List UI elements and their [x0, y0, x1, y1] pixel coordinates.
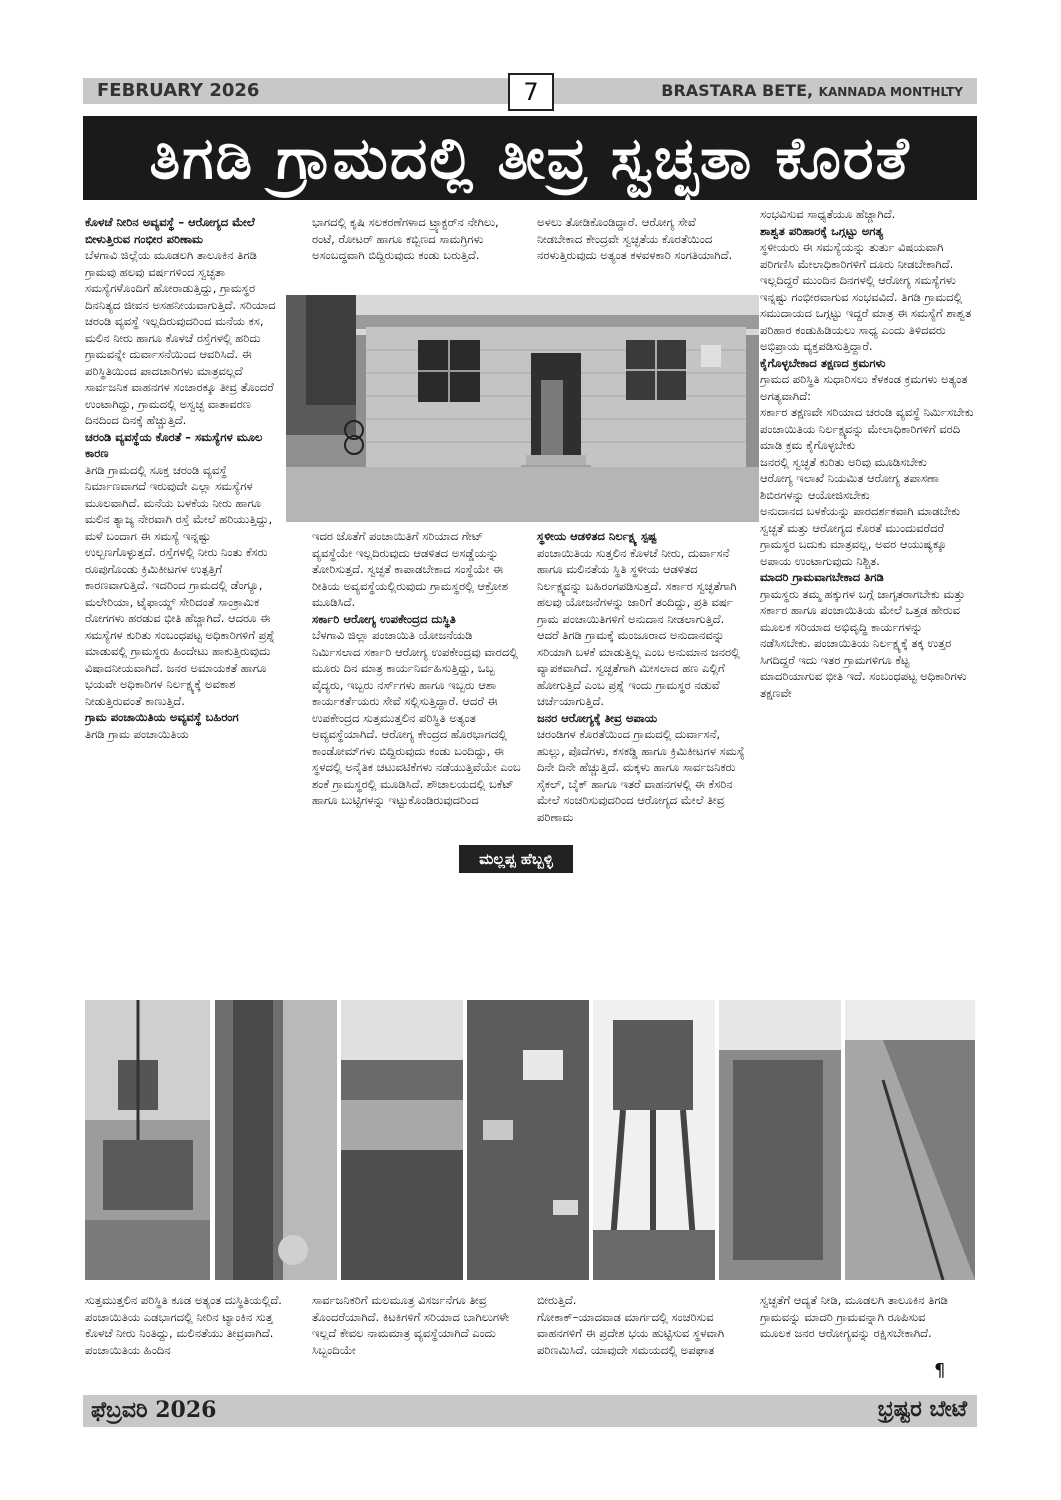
- page-number: 7: [508, 73, 554, 111]
- paragraph: ತಿಗಡಿ ಗ್ರಾಮ ಪಂಚಾಯಿತಿಯ: [85, 726, 189, 741]
- paragraph: ಸ್ವಚ್ಛತೆಗೆ ಆದ್ಯತೆ ನೀಡಿ, ಮೂಡಲಗಿ ತಾಲೂಕಿನ ತಿಗಡಿ ಗ್ರಾಮವನ್ನು ಮಾದರಿ ಗ್ರಾಮವನ್ನಾಗಿ ರೂಪಿಸುವ ಮೂಲಕ ಜನರ ಆರೋಗ್ಯವನ್ನು ರಕ್ಷಿಸಬೇಕಾಗಿದೆ.: [760, 1293, 948, 1340]
- header-date: FEBRUARY 2026: [97, 80, 260, 101]
- column-1: [85, 214, 280, 986]
- publication-subtitle: KANNADA MONTHLTY: [818, 85, 963, 99]
- footer-date: ಫೆಬ್ರವರಿ 2026: [91, 1397, 217, 1423]
- subheading: ಗ್ರಾಮ ಪಂಚಾಯಿತಿಯ ಅವ್ಯವಸ್ಥೆ ಬಹಿರಂಗ: [85, 710, 239, 724]
- bottom-column-3: [537, 1292, 745, 1387]
- bottom-column-2: [312, 1292, 522, 1387]
- paragraph: ಸುತ್ತಮುತ್ತಲಿನ ಪರಿಸ್ಥಿತಿ ಕೂಡ ಅತ್ಯಂತ ದುಸ್ಥಿತಿಯಲ್ಲಿದೆ. ಪಂಚಾಯಿತಿಯ ಎಡಭಾಗದಲ್ಲಿ ನೀರಿನ ಟ್ಯಾಂಕಿನ ಸುತ್ತ ಕೊಳಚೆ ನೀರು ನಿಂತಿದ್ದು, ಮಲಿನತೆಯು ತೀವ್ರವಾಗಿದೆ. ಪಂಚಾಯಿತಿಯ ಹಿಂದಿನ: [85, 1293, 282, 1357]
- paragraph: ಬೀರುತ್ತಿದೆ. ಗೋಕಾಕ್–ಯಾದವಾಡ ಮಾರ್ಗದಲ್ಲಿ ಸಂಚರಿಸುವ ವಾಹನಗಳಿಗೆ ಈ ಪ್ರದೇಶ ಭಯ ಹುಟ್ಟಿಸುವ ಸ್ಥಳವಾಗಿ ಪರಿಣಮಿಸಿದೆ. ಯಾವುದೇ ಸಮಯದಲ್ಲಿ ಅಪಘಾತ: [537, 1293, 725, 1357]
- paragraph: ಭಾಗದಲ್ಲಿ ಕೃಷಿ ಸಲಕರಣೆಗಳಾದ ಟ್ರ್ಯಾಕ್ಟರ್‌ನ ನೇಗಿಲು, ರಂಟೆ, ರೋಟರ್ ಹಾಗೂ ಕಬ್ಬಿಣದ ಸಾಮಗ್ರಿಗಳು ಅಸಂಬದ್ಧವಾಗಿ ಬಿದ್ದಿರುವುದು ಕಂಡು ಬರುತ್ತಿದೆ.: [312, 215, 499, 262]
- paragraph: ಸಂಭವಿಸುವ ಸಾಧ್ಯತೆಯೂ ಹೆಚ್ಚಾಗಿದೆ.: [760, 207, 896, 221]
- building-illustration: [286, 295, 759, 522]
- paragraph: ಇದರ ಜೊತೆಗೆ ಪಂಚಾಯಿತಿಗೆ ಸರಿಯಾದ ಗೇಟ್ ವ್ಯವಸ್ಥೆಯೇ ಇಲ್ಲದಿರುವುದು ಆಡಳಿತದ ಅಸಡ್ಡೆಯನ್ನು ತೋರಿಸುತ್ತದೆ. ಸ್ವಚ್ಛತೆ ಕಾಪಾಡಬೇಕಾದ ಸಂಸ್ಥೆಯೇ ಈ ರೀತಿಯ ಅವ್ಯವಸ್ಥೆಯಲ್ಲಿರುವುದು ಗ್ರಾಮಸ್ಥರಲ್ಲಿ ಆಕ್ರೋಶ ಮೂಡಿಸಿದೆ.: [312, 529, 509, 609]
- footer-publication: ಭ್ರಷ್ಟರ ಬೇಟೆ: [877, 1397, 967, 1422]
- paragraph: ಬೆಳಗಾವಿ ಜಿಲ್ಲಾ ಪಂಚಾಯಿತಿ ಯೋಜನೆಯಡಿ ನಿರ್ಮಿಸಲಾದ ಸರ್ಕಾರಿ ಆರೋಗ್ಯ ಉಪಕೇಂದ್ರವು ವಾರದಲ್ಲಿ ಮೂರು ದಿನ ಮಾತ್ರ ಕಾರ್ಯನಿರ್ವಹಿಸುತ್ತಿದ್ದು, ಒಬ್ಬ ವೈದ್ಯರು, ಇಬ್ಬರು ನರ್ಸ್‌ಗಳು ಹಾಗೂ ಇಬ್ಬರು ಆಶಾ ಕಾರ್ಯಕರ್ತೆಯರು ಸೇವೆ ಸಲ್ಲಿಸುತ್ತಿದ್ದಾರೆ. ಆದರೆ ಈ ಉಪಕೇಂದ್ರದ ಸುತ್ತಮುತ್ತಲಿನ ಪರಿಸ್ಥಿತಿ ಅತ್ಯಂತ ಅವ್ಯವಸ್ಥೆಯಾಗಿದೆ. ಆರೋಗ್ಯ ಕೇಂದ್ರದ ಹೊರಭಾಗದಲ್ಲಿ ಕಾಂಡೋಮ್‌ಗಳು ಬಿದ್ದಿರುವುದು ಕಂಡು ಬಂದಿದ್ದು, ಈ ಸ್ಥಳದಲ್ಲಿ ಅನೈತಿಕ ಚಟುವಟಿಕೆಗಳು ನಡೆಯುತ್ತಿವೆಯೇ ಎಂಬ ಶಂಕೆ ಗ್ರಾಮಸ್ಥರಲ್ಲಿ ಮೂಡಿಸಿದೆ. ಶೌಚಾಲಯದಲ್ಲಿ ಬಕೆಟ್ ಹಾಗೂ ಬುಟ್ಟಿಗಳನ್ನು ಇಟ್ಟುಕೊಂಡಿರುವುದರಿಂದ: [312, 628, 521, 807]
- photo-strip: [83, 1000, 977, 1280]
- column-2: [312, 528, 522, 988]
- paragraph: ಸಾರ್ವಜನಿಕರಿಗೆ ಮಲಮೂತ್ರ ವಿಸರ್ಜನೆಗೂ ತೀವ್ರ ತೊಂದರೆಯಾಗಿದೆ. ಕಿಟಕಿಗಳಿಗೆ ಸರಿಯಾದ ಬಾಗಿಲುಗಳೇ ಇಲ್ಲದೆ ಕೇವಲ ನಾಮಮಾತ್ರ ವ್ಯವಸ್ಥೆಯಾಗಿದೆ ಎಂದು ಸಿಬ್ಬಂದಿಯೇ: [312, 1293, 510, 1357]
- column-2-top: [312, 214, 517, 294]
- paragraph: ತಿಗಡಿ ಗ್ರಾಮದಲ್ಲಿ ಸೂಕ್ತ ಚರಂಡಿ ವ್ಯವಸ್ಥೆ ನಿರ್ಮಾಣವಾಗದೆ ಇರುವುದೇ ಎಲ್ಲಾ ಸಮಸ್ಯೆಗಳ ಮೂಲವಾಗಿದೆ. ಮನೆಯ ಬಳಕೆಯ ನೀರು ಹಾಗೂ ಮಲಿನ ತ್ಯಾಜ್ಯ ನೇರವಾಗಿ ರಸ್ತೆ ಮೇಲೆ ಹರಿಯುತ್ತಿದ್ದು, ಮಳೆ ಬಂದಾಗ ಈ ಸಮಸ್ಯೆ ಇನ್ನಷ್ಟು ಉಲ್ಬಣಗೊಳ್ಳುತ್ತದೆ. ರಸ್ತೆಗಳಲ್ಲಿ ನೀರು ನಿಂತು ಕೆಸರು ರೂಪುಗೊಂಡು ಕ್ರಿಮಿಕೀಟಗಳ ಉತ್ಪತ್ತಿಗೆ ಕಾರಣವಾಗುತ್ತಿದೆ. ಇದರಿಂದ ಗ್ರಾಮದಲ್ಲಿ ಡೆಂಗ್ಯೂ, ಮಲೇರಿಯಾ, ಟೈಫಾಯ್ಡ್ ಸೇರಿದಂತೆ ಸಾಂಕ್ರಾಮಿಕ ರೋಗಗಳು ಹರಡುವ ಭೀತಿ ಹೆಚ್ಚಾಗಿದೆ. ಆದರೂ ಈ ಸಮಸ್ಯೆಗಳ ಕುರಿತು ಸಂಬಂಧಪಟ್ಟ ಅಧಿಕಾರಿಗಳಿಗೆ ಪ್ರಶ್ನೆ ಮಾಡುವಲ್ಲಿ ಗ್ರಾಮಸ್ಥರು ಹಿಂದೇಟು ಹಾಕುತ್ತಿರುವುದು ವಿಷಾದನೀಯವಾಗಿದೆ. ಜನರ ಅಮಾಯಕತೆ ಹಾಗೂ ಭಯವೇ ಅಧಿಕಾರಿಗಳ ನಿರ್ಲಕ್ಷ್ಯಕ್ಕೆ ಅವಕಾಶ ನೀಡುತ್ತಿರುವಂತೆ ಕಾಣುತ್ತಿದೆ.: [85, 462, 275, 708]
- paragraph: ಅಳಲು ತೋಡಿಕೊಂಡಿದ್ದಾರೆ. ಆರೋಗ್ಯ ಸೇವೆ ನೀಡಬೇಕಾದ ಕೇಂದ್ರವೇ ಸ್ವಚ್ಛತೆಯ ಕೊರತೆಯಿಂದ ನರಳುತ್ತಿರುವುದು ಅತ್ಯಂತ ಕಳವಳಕಾರಿ ಸಂಗತಿಯಾಗಿದೆ.: [537, 215, 733, 262]
- article-headline: ತಿಗಡಿ ಗ್ರಾಮದಲ್ಲಿ ತೀವ್ರ ಸ್ವಚ್ಛತಾ ಕೊರತೆ: [83, 116, 977, 200]
- subheading: ಸರ್ಕಾರಿ ಆರೋಗ್ಯ ಉಪಕೇಂದ್ರದ ದುಸ್ಥಿತಿ: [312, 611, 456, 626]
- paragraph: ಸ್ವಚ್ಛತೆ ಮತ್ತು ಆರೋಗ್ಯದ ಕೊರತೆ ಮುಂದುವರೆದರೆ ಗ್ರಾಮಸ್ಥರ ಬದುಕು ಮಾತ್ರವಲ್ಲ, ಅವರ ಆಯುಷ್ಯಕ್ಕೂ ಅಪಾಯ ಉಂಟಾಗುವುದು ನಿಶ್ಚಿತ.: [760, 520, 947, 568]
- column-3: [537, 528, 745, 988]
- subheading: ಚರಂಡಿ ವ್ಯವಸ್ಥೆಯ ಕೊರತೆ – ಸಮಸ್ಯೆಗಳ ಮೂಲ ಕಾರಣ: [85, 429, 263, 460]
- paragraph: ಗ್ರಾಮಸ್ಥರು ತಮ್ಮ ಹಕ್ಕುಗಳ ಬಗ್ಗೆ ಜಾಗೃತರಾಗಬೇಕು ಮತ್ತು ಸರ್ಕಾರ ಹಾಗೂ ಪಂಚಾಯಿತಿಯ ಮೇಲೆ ಒತ್ತಡ ಹೇರುವ ಮೂಲಕ ಸರಿಯಾದ ಅಭಿವೃದ್ಧಿ ಕಾರ್ಯಗಳನ್ನು ನಡೆಸಿಸಬೇಕು. ಪಂಚಾಯಿತಿಯ ನಿರ್ಲಕ್ಷ್ಯಕ್ಕೆ ತಕ್ಕ ಉತ್ತರ ಸಿಗದಿದ್ದರೆ ಇದು ಇತರ ಗ್ರಾಮಗಳಿಗೂ ಕೆಟ್ಟ ಮಾದರಿಯಾಗುವ ಭೀತಿ ಇದೆ. ಸಂಬಂಧಪಟ್ಟ ಅಧಿಕಾರಿಗಳು ತಕ್ಷಣವೇ: [760, 586, 967, 700]
- bottom-column-4: [760, 1292, 960, 1387]
- paragraph: ಬೆಳಗಾವಿ ಜಿಲ್ಲೆಯ ಮೂಡಲಗಿ ತಾಲೂಕಿನ ತಿಗಡಿ ಗ್ರಾಮವು ಹಲವು ವರ್ಷಗಳಿಂದ ಸ್ವಚ್ಛತಾ ಸಮಸ್ಯೆಗಳೊಂದಿಗೆ ಹೋರಾಡುತ್ತಿದ್ದು, ಗ್ರಾಮಸ್ಥರ ದಿನನಿತ್ಯದ ಜೀವನ ಅಸಹನೀಯವಾಗುತ್ತಿದೆ. ಸರಿಯಾದ ಚರಂಡಿ ವ್ಯವಸ್ಥೆ ಇಲ್ಲದಿರುವುದರಿಂದ ಮನೆಯ ಕಸ, ಮಲಿನ ನೀರು ಹಾಗೂ ಕೊಳಚೆ ರಸ್ತೆಗಳಲ್ಲಿ ಹರಿದು ಗ್ರಾಮವನ್ನೇ ದುರ್ವಾಸನೆಯಿಂದ ಆವರಿಸಿದೆ. ಈ ಪರಿಸ್ಥಿತಿಯಿಂದ ಪಾದಚಾರಿಗಳು ಮಾತ್ರವಲ್ಲದೆ ಸಾರ್ವಜನಿಕ ವಾಹನಗಳ ಸಂಚಾರಕ್ಕೂ ತೀವ್ರ ತೊಂದರೆ ಉಂಟಾಗಿದ್ದು, ಗ್ರಾಮದಲ್ಲಿ ಅಸ್ವಚ್ಛ ವಾತಾವರಣ ದಿನದಿಂದ ದಿನಕ್ಕೆ ಹೆಚ್ಚುತ್ತಿದೆ.: [85, 248, 276, 427]
- bottom-column-1: [85, 1292, 285, 1387]
- subheading: ಜನರ ಆರೋಗ್ಯಕ್ಕೆ ತೀವ್ರ ಅಪಾಯ: [537, 710, 658, 725]
- column-3-top: [537, 214, 742, 294]
- publication-name: BRASTARA BETE,: [661, 81, 814, 100]
- building-photo: [286, 295, 759, 522]
- author-byline: ಮಲ್ಲಪ್ಪ ಹೆಬ್ಬಳ್ಳಿ: [459, 845, 573, 873]
- subheading: ಸ್ಥಳೀಯ ಆಡಳಿತದ ನಿರ್ಲಕ್ಷ್ಯ ಸ್ಪಷ್ಟ: [537, 529, 657, 543]
- subheading: ಕೈಗೊಳ್ಳಬೇಕಾದ ತಕ್ಷಣದ ಕ್ರಮಗಳು: [760, 355, 886, 370]
- end-mark: ¶: [934, 1360, 946, 1381]
- photo-strip-illustration: [83, 1000, 977, 1280]
- subheading: ಶಾಶ್ವತ ಪರಿಹಾರಕ್ಕೆ ಒಗ್ಗಟ್ಟು ಅಗತ್ಯ: [760, 223, 884, 238]
- paragraph: ಸ್ಥಳೀಯರು ಈ ಸಮಸ್ಯೆಯನ್ನು ತುರ್ತು ವಿಷಯವಾಗಿ ಪರಿಗಣಿಸಿ ಮೇಲಾಧಿಕಾರಿಗಳಿಗೆ ದೂರು ನೀಡಬೇಕಾಗಿದೆ. ಇಲ್ಲದಿದ್ದರೆ ಮುಂದಿನ ದಿನಗಳಲ್ಲಿ ಆರೋಗ್ಯ ಸಮಸ್ಯೆಗಳು ಇನ್ನಷ್ಟು ಗಂಭೀರವಾಗುವ ಸಂಭವವಿದೆ. ತಿಗಡಿ ಗ್ರಾಮದಲ್ಲಿ ಸಮುದಾಯದ ಒಗ್ಗಟ್ಟು ಇದ್ದರೆ ಮಾತ್ರ ಈ ಸಮಸ್ಯೆಗೆ ಶಾಶ್ವತ ಪರಿಹಾರ ಕಂಡುಹಿಡಿಯಲು ಸಾಧ್ಯ ಎಂದು ತಿಳಿದವರು ಅಭಿಪ್ರಾಯ ವ್ಯಕ್ತಪಡಿಸುತ್ತಿದ್ದಾರೆ.: [760, 240, 972, 353]
- page-footer: [83, 1395, 977, 1427]
- header-publication: [661, 81, 963, 100]
- paragraph: ಗ್ರಾಮದ ಪರಿಸ್ಥಿತಿ ಸುಧಾರಿಸಲು ಕೆಳಕಂಡ ಕ್ರಮಗಳು ಅತ್ಯಂತ ಅಗತ್ಯವಾಗಿದೆ:: [760, 372, 968, 403]
- action-list: ಸರ್ಕಾರ ತಕ್ಷಣವೇ ಸರಿಯಾದ ಚರಂಡಿ ವ್ಯವಸ್ಥೆ ನಿರ್ಮಿಸಬೇಕು ಪಂಚಾಯಿತಿಯ ನಿರ್ಲಕ್ಷ್ಯವನ್ನು ಮೇಲಾಧಿಕಾರಿಗಳಿಗೆ ವರದಿ ಮಾಡಿ ಕ್ರಮ ಕೈಗೊಳ್ಳಬೇಕು ಜನರಲ್ಲಿ ಸ್ವಚ್ಛತೆ ಕುರಿತು ಅರಿವು ಮೂಡಿಸಬೇಕು ಆರೋಗ್ಯ ಇಲಾಖೆ ನಿಯಮಿತ ಆರೋಗ್ಯ ತಪಾಸಣಾ ಶಿಬಿರಗಳನ್ನು ಆಯೋಜಿಸಬೇಕು ಅನುದಾನದ ಬಳಕೆಯನ್ನು ಪಾರದರ್ಶಕವಾಗಿ ಮಾಡಬೇಕು: [760, 405, 974, 518]
- paragraph: ಪಂಚಾಯಿತಿಯ ಸುತ್ತಲಿನ ಕೊಳಚೆ ನೀರು, ದುರ್ವಾಸನೆ ಹಾಗೂ ಮಲಿನತೆಯ ಸ್ಥಿತಿ ಸ್ಥಳೀಯ ಆಡಳಿತದ ನಿರ್ಲಕ್ಷ್ಯವನ್ನು ಬಹಿರಂಗಪಡಿಸುತ್ತದೆ. ಸರ್ಕಾರ ಸ್ವಚ್ಛತೆಗಾಗಿ ಹಲವು ಯೋಜನೆಗಳನ್ನು ಜಾರಿಗೆ ತಂದಿದ್ದು, ಪ್ರತಿ ವರ್ಷ ಗ್ರಾಮ ಪಂಚಾಯಿತಿಗಳಿಗೆ ಅನುದಾನ ನೀಡಲಾಗುತ್ತಿದೆ. ಆದರೆ ತಿಗಡಿ ಗ್ರಾಮಕ್ಕೆ ಮಂಜೂರಾದ ಅನುದಾನವನ್ನು ಸರಿಯಾಗಿ ಬಳಕೆ ಮಾಡುತ್ತಿಲ್ಲ ಎಂಬ ಅನುಮಾನ ಜನರಲ್ಲಿ ವ್ಯಾಪಕವಾಗಿದೆ. ಸ್ವಚ್ಛತೆಗಾಗಿ ಮೀಸಲಾದ ಹಣ ಎಲ್ಲಿಗೆ ಹೋಗುತ್ತಿದೆ ಎಂಬ ಪ್ರಶ್ನೆ ಇಂದು ಗ್ರಾಮಸ್ಥರ ನಡುವೆ ಚರ್ಚೆಯಾಗುತ್ತಿದೆ.: [537, 545, 740, 708]
- column-4: [760, 206, 975, 988]
- paragraph: ಚರಂಡಿಗಳ ಕೊರತೆಯಿಂದ ಗ್ರಾಮದಲ್ಲಿ ದುರ್ವಾಸನೆ, ಹುಲ್ಲು, ಪೊದೆಗಳು, ಕಸಕಡ್ಡಿ ಹಾಗೂ ಕ್ರಿಮಿಕೀಟಗಳ ಸಮಸ್ಯೆ ದಿನೇ ದಿನೇ ಹೆಚ್ಚುತ್ತಿದೆ. ಮಕ್ಕಳು ಹಾಗೂ ಸಾರ್ವಜನಿಕರು ಸೈಕಲ್, ಬೈಕ್ ಹಾಗೂ ಇತರೆ ವಾಹನಗಳಲ್ಲಿ ಈ ಕೆಸರಿನ ಮೇಲೆ ಸಂಚರಿಸುವುದರಿಂದ ಆರೋಗ್ಯದ ಮೇಲೆ ತೀವ್ರ ಪರಿಣಾಮ: [537, 727, 745, 824]
- subheading: ಕೊಳಚೆ ನೀರಿನ ಅವ್ಯವಸ್ಥೆ – ಆರೋಗ್ಯದ ಮೇಲೆ ಬೀಳುತ್ತಿರುವ ಗಂಭೀರ ಪರಿಣಾಮ: [85, 215, 255, 246]
- subheading: ಮಾದರಿ ಗ್ರಾಮವಾಗಬೇಕಾದ ತಿಗಡಿ: [760, 570, 884, 584]
